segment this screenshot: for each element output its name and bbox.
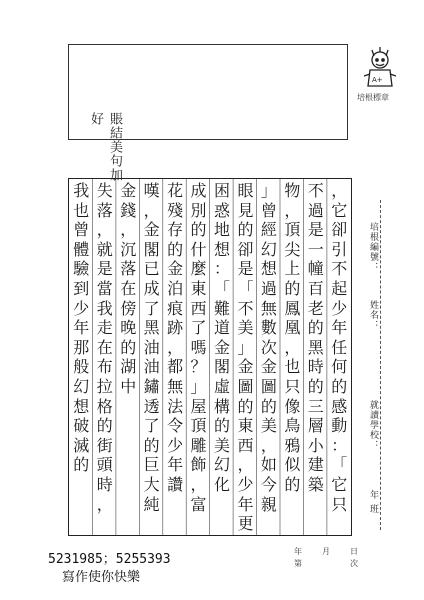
essay-char: 不 (237, 298, 254, 318)
essay-char: 嘆 (143, 181, 160, 200)
essay-char: 今 (260, 475, 277, 494)
essay-char: 東 (190, 279, 207, 298)
page-number-prefix: 第 (294, 559, 302, 568)
essay-char: 透 (143, 396, 160, 416)
essay-char: ： (331, 435, 348, 455)
essay-char: 「 (214, 279, 231, 298)
essay-char: 少 (331, 298, 348, 318)
essay-char: 金 (167, 259, 184, 279)
essay-char: ， (284, 337, 301, 357)
essay-char: 」 (260, 181, 277, 200)
essay-char: 美 (214, 435, 231, 455)
essay-char: ， (120, 220, 137, 240)
essay-char: 物 (284, 181, 301, 200)
essay-char: 一 (307, 239, 324, 259)
essay-char: 頂 (190, 416, 207, 436)
essay-char: 驗 (73, 259, 90, 279)
essay-char: 「 (331, 455, 348, 475)
essay-char: 花 (167, 181, 184, 200)
date-month: 月 (322, 547, 330, 556)
essay-char: 頭 (96, 455, 113, 475)
essay-char: 想 (73, 396, 90, 416)
essay-char: 上 (284, 259, 301, 279)
essay-char: 的 (307, 318, 324, 338)
essay-char: 只 (284, 377, 301, 396)
essay-char: 街 (96, 435, 113, 455)
essay-char: 西 (237, 435, 254, 455)
essay-char: 跡 (167, 318, 184, 338)
essay-char: ， (96, 220, 113, 240)
essay-column (117, 179, 140, 535)
essay-char: 純 (143, 494, 160, 514)
essay-char: 滅 (73, 435, 90, 455)
essay-char: 到 (73, 279, 90, 298)
essay-char: 在 (120, 279, 137, 298)
essay-char: 少 (237, 475, 254, 494)
essay-char: 晚 (120, 318, 137, 338)
essay-char: 小 (307, 435, 324, 455)
essay-char: 的 (331, 377, 348, 396)
essay-char: 布 (96, 357, 113, 377)
svg-text:A+: A+ (372, 76, 383, 84)
essay-char: 金 (214, 337, 231, 357)
date-day: 日 (350, 547, 358, 556)
essay-char: 飾 (190, 455, 207, 475)
essay-char: 不 (331, 259, 348, 279)
essay-char: 法 (167, 396, 184, 416)
essay-char: 築 (307, 475, 324, 494)
essay-char: 落 (96, 200, 113, 220)
essay-char: 化 (214, 475, 231, 494)
essay-char: 是 (307, 220, 324, 240)
essay-char: 地 (214, 220, 231, 240)
essay-char: 鏽 (143, 377, 160, 396)
essay-char: 難 (214, 298, 231, 318)
essay-char: 當 (96, 279, 113, 298)
essay-column (304, 179, 327, 535)
essay-char: 別 (190, 200, 207, 220)
name-label: 姓名： (368, 300, 378, 330)
essay-char: 數 (260, 318, 277, 338)
essay-column (93, 179, 116, 535)
essay-char: ， (167, 337, 184, 357)
cut-line (380, 200, 381, 530)
essay-char: 嗎 (190, 337, 207, 357)
essay-char: 錢 (120, 200, 137, 220)
essay-char: 成 (143, 279, 160, 298)
essay-char: 失 (96, 181, 113, 200)
essay-char: 幻 (214, 455, 231, 475)
essay-char: 的 (307, 377, 324, 396)
essay-grid (68, 178, 352, 536)
essay-column (281, 179, 304, 535)
essay-char: 格 (96, 396, 113, 416)
essay-char: 也 (284, 357, 301, 377)
essay-char: 美 (260, 416, 277, 436)
essay-char: ， (237, 455, 254, 475)
slogan: 寫作使你快樂 (62, 570, 141, 585)
essay-char: 了 (143, 298, 160, 318)
essay-char: 油 (143, 337, 160, 357)
essay-char: 引 (331, 239, 348, 259)
teacher-margin-note: 賬結美句加好 (88, 112, 122, 182)
essay-char: 層 (307, 416, 324, 436)
essay-char: 落 (120, 259, 137, 279)
peigen-stamp-logo (356, 46, 404, 92)
grade-label: 年 班 (368, 490, 378, 514)
essay-char: 那 (73, 337, 90, 357)
essay-char: 黑 (307, 337, 324, 357)
essay-char: 鴉 (284, 435, 301, 455)
essay-char: 了 (143, 416, 160, 436)
page-number-suffix: 次 (350, 559, 358, 568)
essay-char: 成 (190, 181, 207, 200)
essay-char: 體 (73, 239, 90, 259)
essay-column (140, 179, 163, 535)
essay-char: 金 (260, 357, 277, 377)
essay-char: ， (331, 181, 348, 200)
essay-char: 時 (307, 357, 324, 377)
essay-char: 是 (96, 259, 113, 279)
essay-char: 破 (73, 416, 90, 436)
essay-column (257, 179, 280, 535)
essay-char: 「 (237, 279, 254, 298)
essay-char: 閣 (143, 239, 160, 259)
essay-char: 的 (73, 455, 90, 475)
essay-char: 起 (331, 279, 348, 298)
essay-char: 只 (331, 494, 348, 514)
essay-column (234, 179, 257, 535)
essay-char: 鳥 (284, 416, 301, 436)
essay-char: 令 (167, 416, 184, 436)
essay-char: 已 (143, 259, 160, 279)
essay-char: 美 (237, 318, 254, 338)
essay-char: 圖 (260, 377, 277, 396)
essay-char: 沉 (120, 239, 137, 259)
essay-char: 年 (331, 318, 348, 338)
essay-char: 雕 (190, 435, 207, 455)
cram-id-label: 培根編號： (368, 222, 378, 272)
essay-char: 想 (260, 259, 277, 279)
essay-char: 無 (260, 298, 277, 318)
essay-char: ， (96, 494, 113, 514)
essay-char: 虛 (214, 377, 231, 396)
essay-char: 走 (96, 318, 113, 338)
essay-char: 老 (307, 298, 324, 318)
essay-char: 曾 (260, 200, 277, 220)
essay-char: 黑 (143, 318, 160, 338)
essay-char: 百 (307, 279, 324, 298)
essay-char: 的 (284, 475, 301, 494)
essay-char: 也 (73, 200, 90, 220)
essay-char: 」 (237, 337, 254, 357)
essay-char: 圖 (237, 377, 254, 396)
essay-char: 殘 (167, 200, 184, 220)
essay-char: 金 (143, 220, 160, 240)
essay-char: 想 (214, 239, 231, 259)
essay-char: 是 (237, 259, 254, 279)
essay-char: 油 (143, 357, 160, 377)
grader-stamp-label: 培根標章 (357, 93, 389, 102)
essay-char: 的 (167, 239, 184, 259)
date-year: 年 (294, 547, 302, 556)
essay-char: 拉 (96, 377, 113, 396)
essay-char: 的 (237, 220, 254, 240)
essay-char: 的 (237, 396, 254, 416)
essay-char: 惑 (214, 200, 231, 220)
essay-char: 動 (331, 416, 348, 436)
essay-char: 尖 (284, 239, 301, 259)
essay-char: 了 (190, 318, 207, 338)
essay-char: 大 (143, 475, 160, 494)
essay-char: 不 (307, 181, 324, 200)
essay-char: 巨 (143, 455, 160, 475)
essay-char: 幻 (73, 377, 90, 396)
essay-char: 似 (284, 455, 301, 475)
essay-column (210, 179, 233, 535)
essay-char: 任 (331, 337, 348, 357)
essay-char: 構 (214, 396, 231, 416)
essay-char: 的 (143, 435, 160, 455)
essay-char: 如 (260, 455, 277, 475)
essay-char: ： (214, 259, 231, 279)
essay-char: 就 (96, 239, 113, 259)
essay-char: 像 (284, 396, 301, 416)
essay-char: 中 (120, 377, 137, 396)
essay-char: 般 (73, 357, 90, 377)
essay-char: 卻 (331, 220, 348, 240)
essay-char: 它 (331, 475, 348, 494)
essay-char: 它 (331, 200, 348, 220)
essay-char: 道 (214, 318, 231, 338)
essay-char: 何 (331, 357, 348, 377)
essay-char: 鳳 (284, 298, 301, 318)
essay-char: 閣 (214, 357, 231, 377)
essay-char: 西 (190, 298, 207, 318)
essay-char: 痕 (167, 298, 184, 318)
essay-char: 的 (190, 220, 207, 240)
essay-char: 麼 (190, 259, 207, 279)
essay-char: 的 (96, 416, 113, 436)
essay-char: 的 (260, 396, 277, 416)
essay-char: 屋 (190, 396, 207, 416)
essay-char: 存 (167, 220, 184, 240)
essay-char: 在 (96, 337, 113, 357)
essay-char: 經 (260, 220, 277, 240)
school-label: 就讀學校： (368, 400, 378, 450)
essay-char: 卻 (237, 239, 254, 259)
essay-char: 過 (307, 200, 324, 220)
essay-char: 東 (237, 416, 254, 436)
essay-char: 年 (167, 455, 184, 475)
essay-char: 讚 (167, 475, 184, 494)
essay-char: 無 (167, 377, 184, 396)
essay-char: 年 (73, 318, 90, 338)
essay-char: ， (143, 200, 160, 220)
essay-char: 困 (214, 181, 231, 200)
essay-char: 感 (331, 396, 348, 416)
essay-column (163, 179, 186, 535)
essay-column (187, 179, 210, 535)
essay-char: 次 (260, 337, 277, 357)
essay-char: 年 (237, 494, 254, 514)
essay-char: ， (190, 475, 207, 494)
essay-char: 幢 (307, 259, 324, 279)
essay-char: 凰 (284, 318, 301, 338)
essay-char: ， (260, 435, 277, 455)
essay-column (328, 179, 351, 535)
essay-char: 金 (237, 357, 254, 377)
essay-char: 」 (190, 377, 207, 396)
essay-char: 建 (307, 455, 324, 475)
essay-char: 更 (237, 514, 254, 534)
essay-char: 少 (167, 435, 184, 455)
essay-char: 我 (73, 181, 90, 200)
essay-char: 見 (237, 200, 254, 220)
essay-char: 親 (260, 494, 277, 514)
essay-char: 泊 (167, 279, 184, 298)
essay-char: 三 (307, 396, 324, 416)
essay-char: ， (284, 200, 301, 220)
essay-column (70, 179, 93, 535)
essay-char: 曾 (73, 220, 90, 240)
essay-char: 眼 (237, 181, 254, 200)
essay-char: 幻 (260, 239, 277, 259)
essay-char: 時 (96, 475, 113, 494)
essay-char: ？ (190, 357, 207, 377)
essay-char: 都 (167, 357, 184, 377)
contact-numbers: 5231985；5255393 (48, 552, 171, 567)
essay-char: 什 (190, 239, 207, 259)
essay-char: 的 (284, 279, 301, 298)
essay-char: 湖 (120, 357, 137, 377)
essay-char: 頂 (284, 220, 301, 240)
essay-char: 我 (96, 298, 113, 318)
essay-char: 少 (73, 298, 90, 318)
essay-char: 過 (260, 279, 277, 298)
essay-char: 金 (120, 181, 137, 200)
essay-char: 富 (190, 494, 207, 514)
essay-char: 傍 (120, 298, 137, 318)
essay-char: 的 (120, 337, 137, 357)
essay-char: 的 (214, 416, 231, 436)
